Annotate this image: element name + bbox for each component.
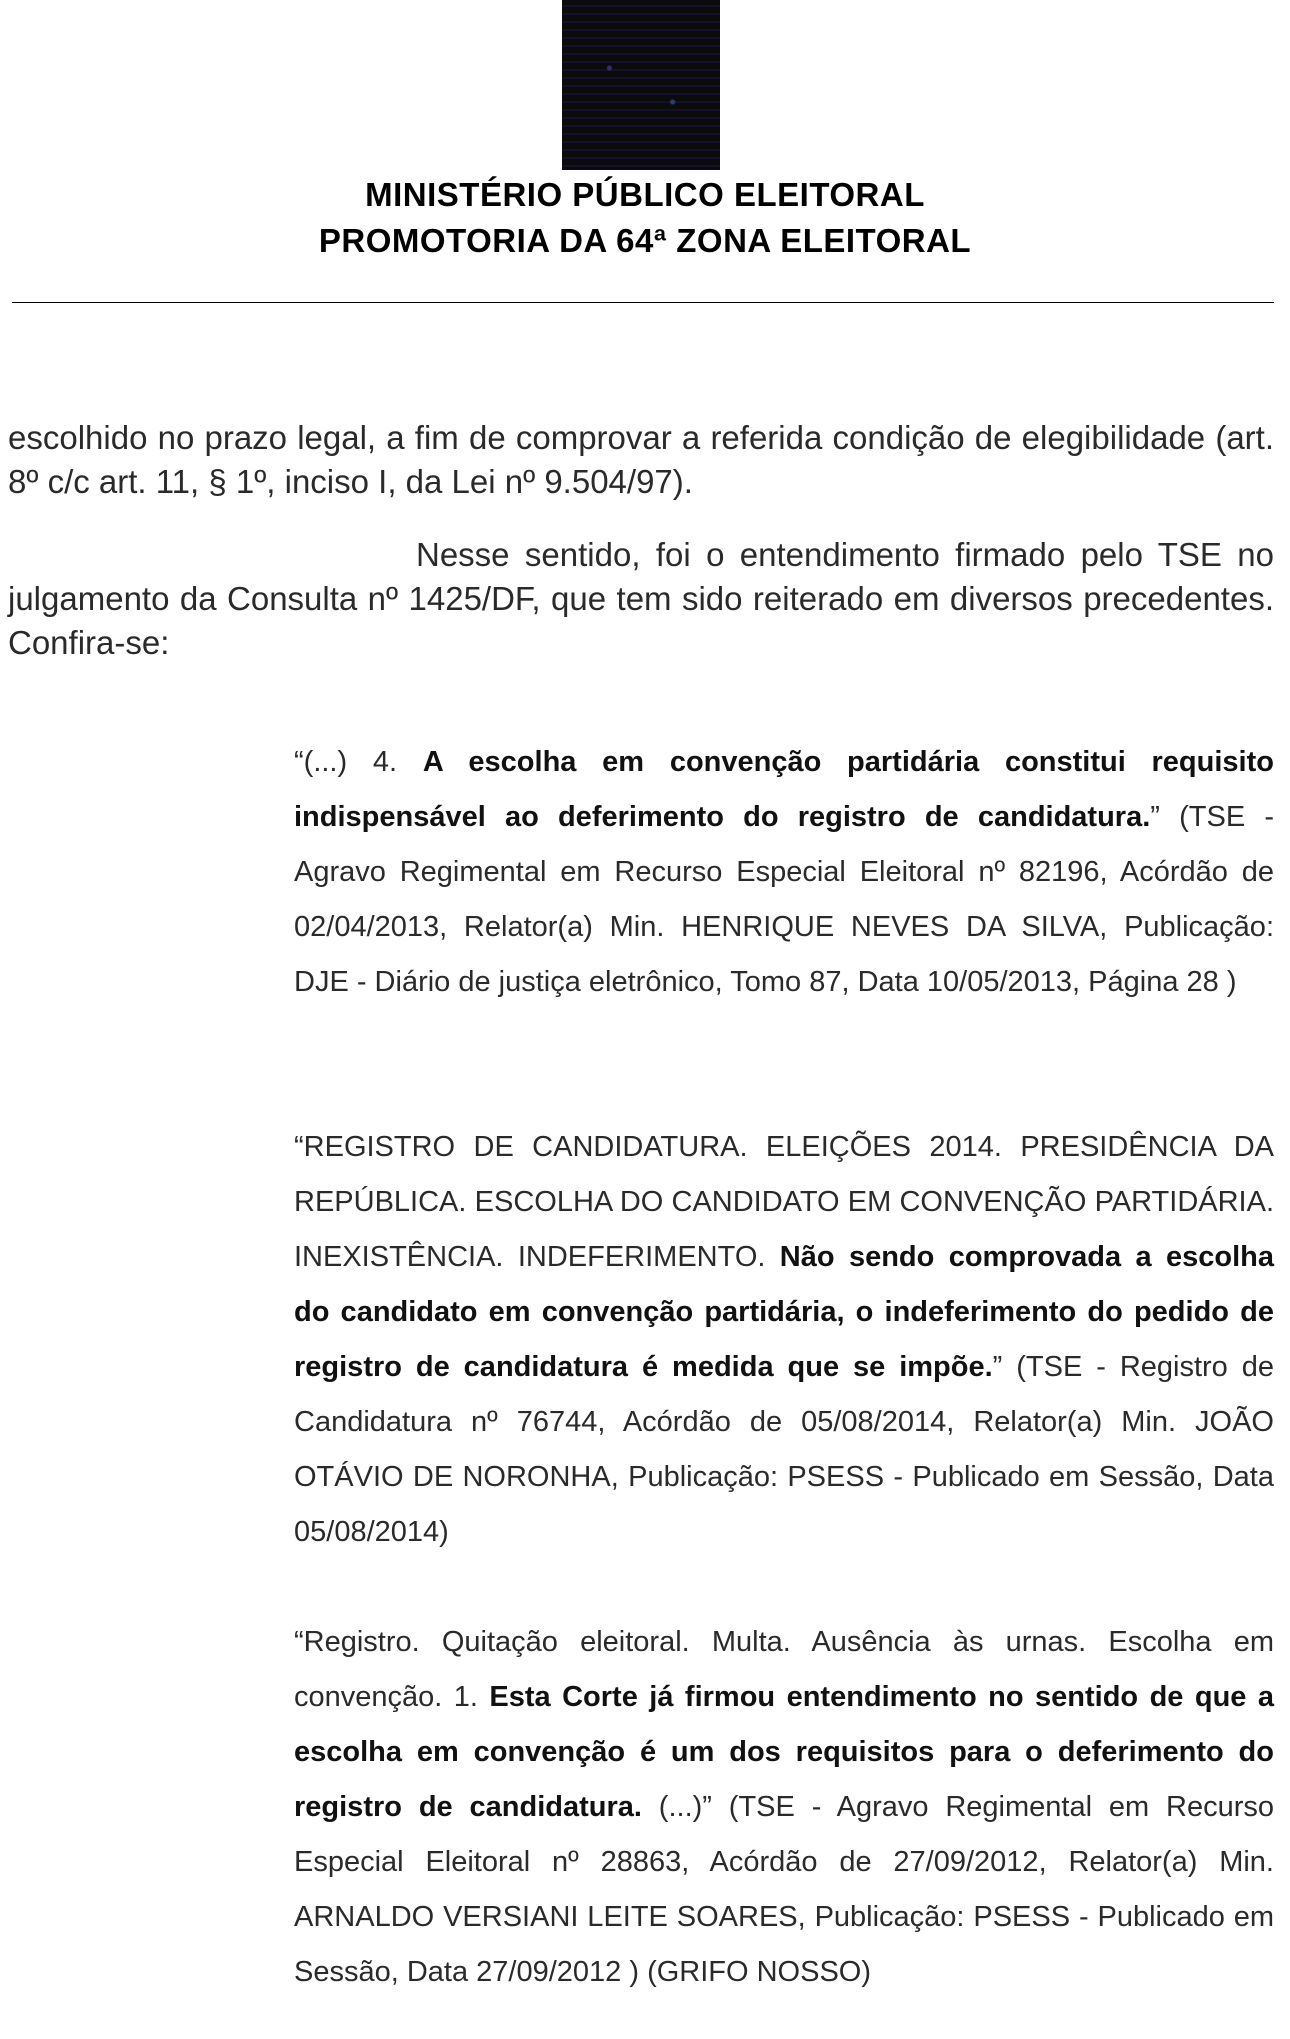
header-institution: MINISTÉRIO PÚBLICO ELEITORAL: [365, 176, 925, 213]
citation-1-emphasis: A escolha em convenção partidária constitui requisito indispensável ao deferimento do registro de candidatura.: [294, 746, 1274, 833]
paragraph-2: Nesse sentido, foi o entendimento firmado pelo TSE no julgamento da Consulta nº 1425/DF, que tem sido reiterado em diversos precedentes. Confira-se:: [8, 536, 1274, 661]
citation-2-emphasis: Não sendo comprovada a escolha do candidato em convenção partidária, o indeferimento do pedido de registro de candidatura é medida que se impõe.: [294, 1241, 1274, 1383]
citation-2-intro: “REGISTRO DE CANDIDATURA. ELEIÇÕES 2014. PRESIDÊNCIA DA REPÚBLICA. ESCOLHA DO CANDIDATO EM CONVENÇÃO PARTIDÁRIA. INEXISTÊNCIA. INDEFERIMENTO.: [294, 1131, 1274, 1273]
institution-logo: [562, 0, 720, 170]
citation-2: [294, 1120, 1274, 1560]
paragraph-1: escolhido no prazo legal, a fim de comprovar a referida condição de elegibilidade (art. 8º c/c art. 11, § 1º, inciso I, da Lei nº 9.504/97).: [8, 419, 1274, 500]
citation-3-emphasis: Esta Corte já firmou entendimento no sentido de que a escolha em convenção é um dos requisitos para o deferimento do registro de candidatura.: [294, 1681, 1274, 1823]
citation-3-intro: “Registro. Quitação eleitoral. Multa. Ausência às urnas. Escolha em convenção. 1.: [294, 1626, 1274, 1713]
citation-3-reference: (...)” (TSE - Agravo Regimental em Recurso Especial Eleitoral nº 28863, Acórdão de 27/09/2012, Relator(a) Min. ARNALDO VERSIANI LEITE SOARES, Publicação: PSESS - Publicado em Sessão, Data 27/09/2012 ) (GRIFO NOSSO): [294, 1791, 1275, 1988]
citation-3: [294, 1615, 1274, 2000]
header-divider: [12, 302, 1274, 303]
citation-2-reference: ” (TSE - Registro de Candidatura nº 76744, Acórdão de 05/08/2014, Relator(a) Min. JOÃO OTÁVIO DE NORONHA, Publicação: PSESS - Publicado em Sessão, Data 05/08/2014): [294, 1351, 1275, 1548]
citation-1: [294, 735, 1274, 1010]
citation-1-intro: “(...) 4.: [294, 746, 423, 778]
header-office: PROMOTORIA DA 64ª ZONA ELEITORAL: [318, 222, 972, 259]
citation-1-reference: ” (TSE - Agravo Regimental em Recurso Especial Eleitoral nº 82196, Acórdão de 02/04/2013, Relator(a) Min. HENRIQUE NEVES DA SILVA, Publicação: DJE - Diário de justiça eletrônico, Tomo 87, Data 10/05/2013, Página 28 ): [294, 801, 1274, 998]
